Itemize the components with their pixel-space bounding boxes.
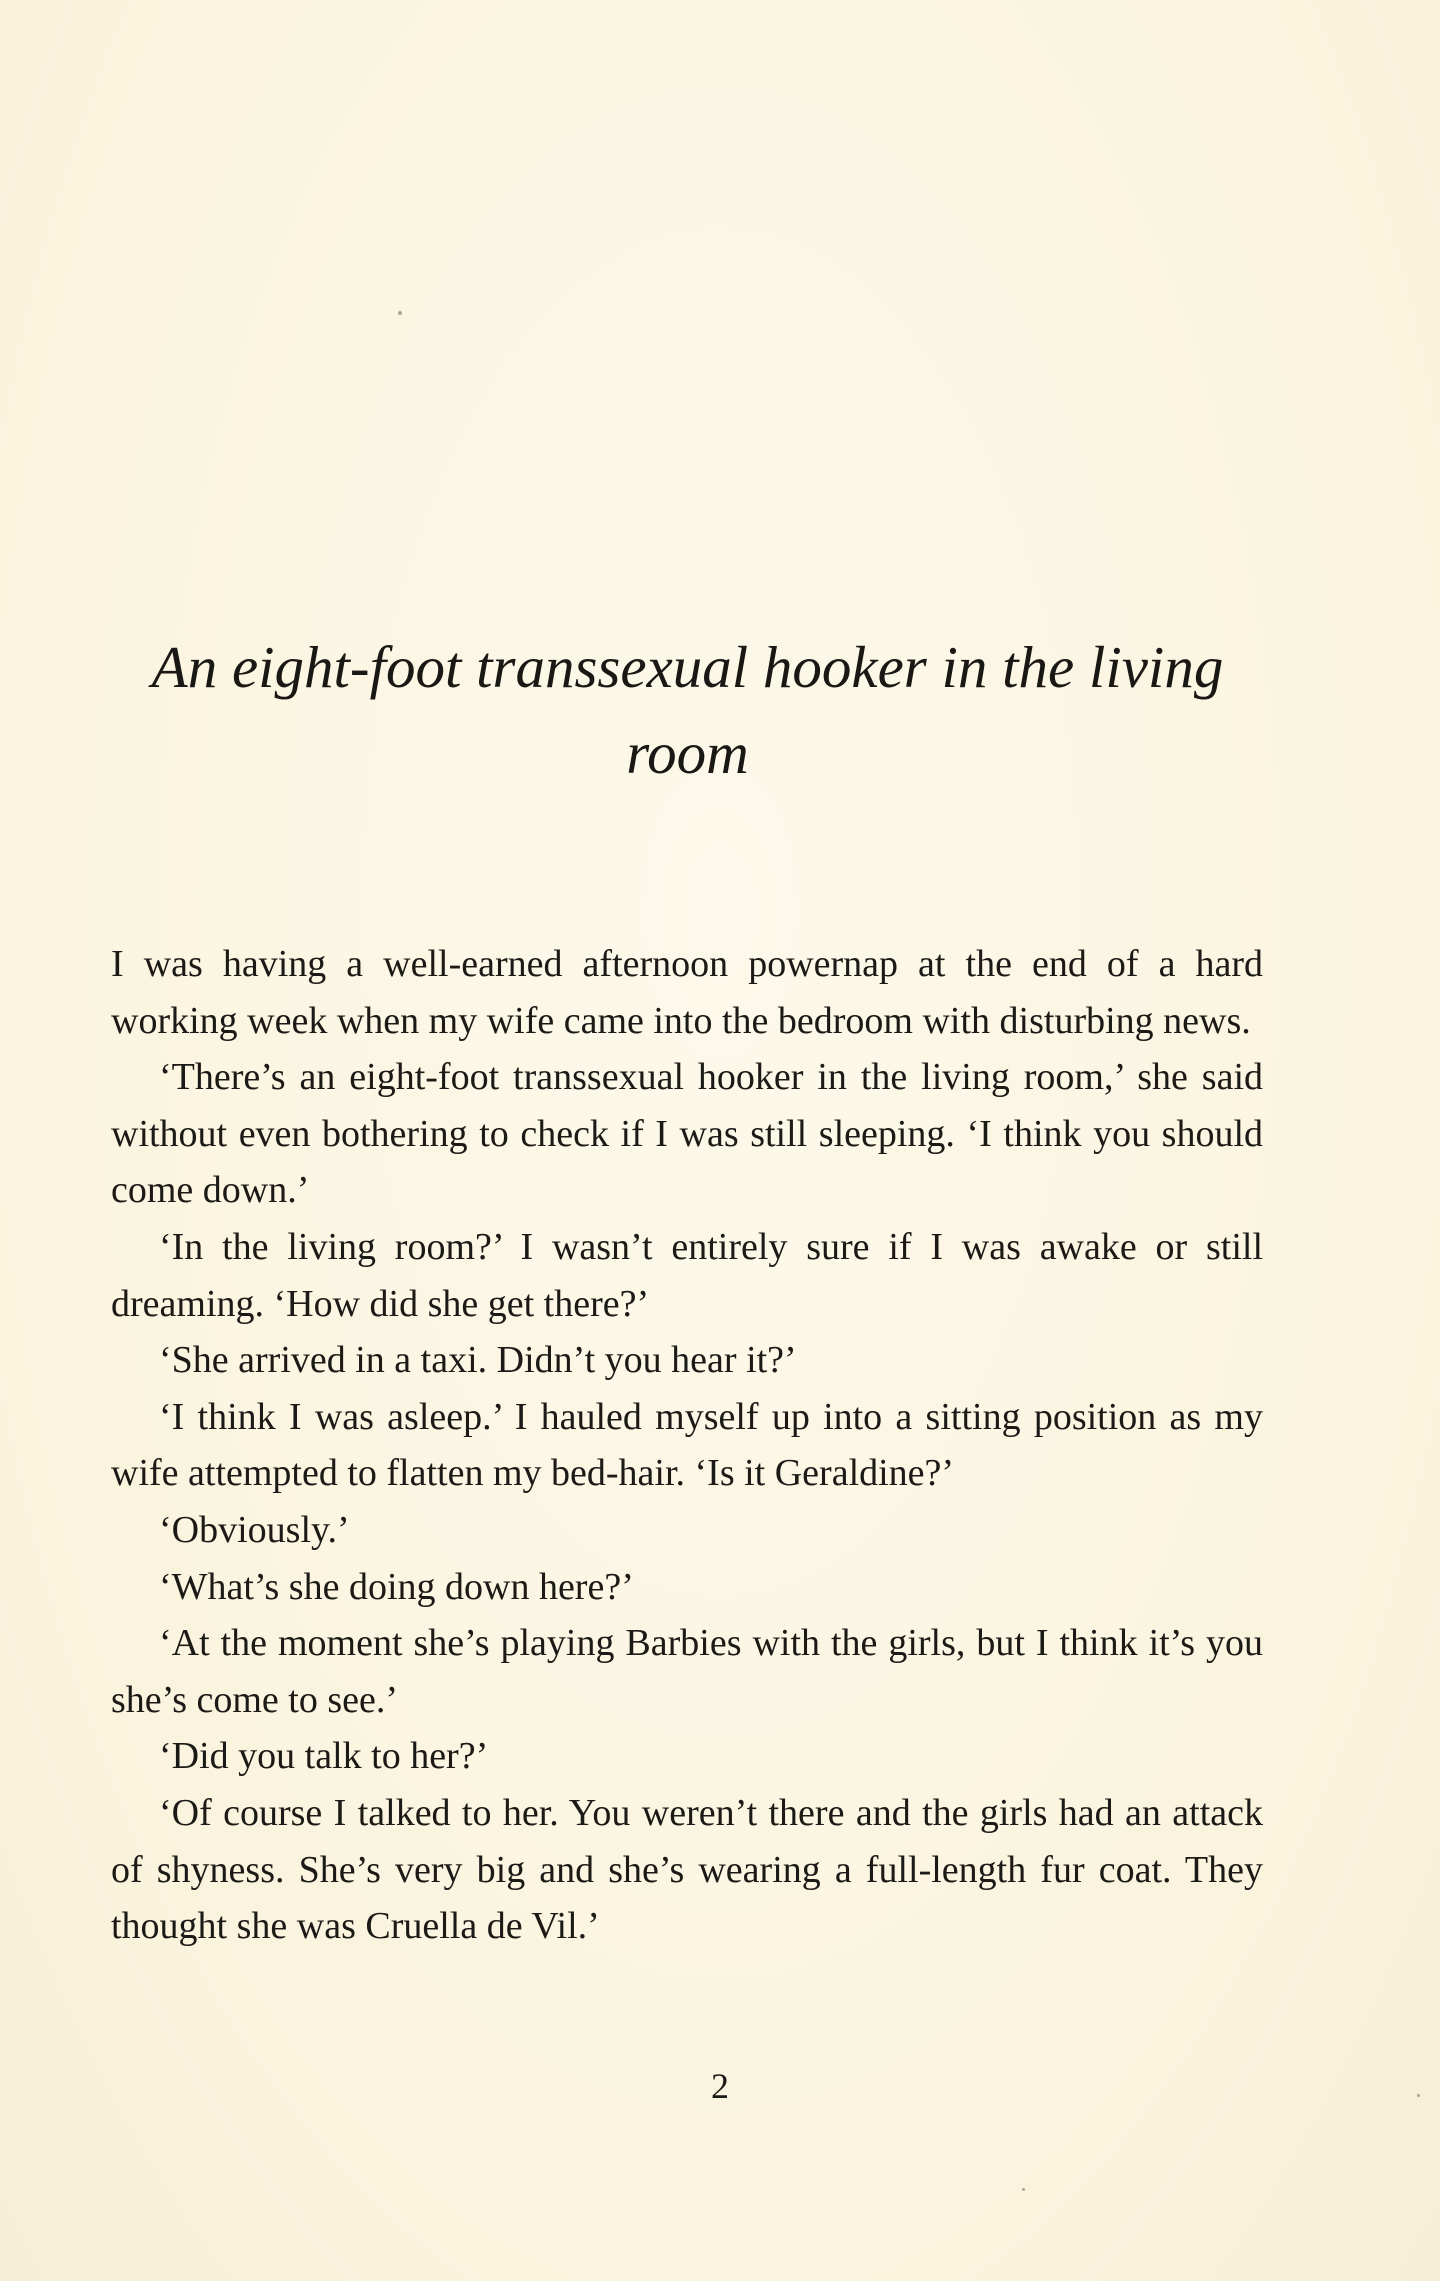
paragraph: ‘Obviously.’ [159,1508,350,1551]
paragraph: ‘What’s she doing down here?’ [159,1565,634,1608]
page-number: 2 [711,2066,729,2106]
paragraph: ‘I think I was asleep.’ I hauled myself up into a sitting position as my wife attempted to flatten my bed-hair. ‘Is it Geraldine?’ [111,1395,1263,1495]
paragraph: ‘In the living room?’ I wasn’t entirely sure if I was awake or still dreaming. ‘How did she get there?’ [111,1225,1263,1325]
paragraph: ‘Did you talk to her?’ [159,1735,489,1778]
paragraph: ‘She arrived in a taxi. Didn’t you hear it?’ [159,1339,797,1382]
paragraph: ‘Of course I talked to her. You weren’t there and the girls had an attack of shyness. She’s very big and she’s wearing a full-length fur coat. They thought she was Cruella de Vil.’ [111,1791,1263,1948]
body-text [111,936,1263,1955]
paper-speck [1022,2188,1025,2191]
paper-speck [1417,2094,1420,2097]
paper-speck [398,311,402,315]
chapter-title: An eight-foot transsexual hooker in the living room [151,634,1224,786]
paragraph: ‘At the moment she’s playing Barbies with the girls, but I think it’s you she’s come to see.’ [111,1622,1263,1721]
paragraph: ‘There’s an eight-foot transsexual hooker in the living room,’ she said without even bothering to check if I was still sleeping. ‘I think you should come down.’ [111,1056,1263,1212]
paragraph: I was having a well-earned afternoon powernap at the end of a hard working week when my wife came into the bedroom with disturbing news. [111,943,1263,1042]
